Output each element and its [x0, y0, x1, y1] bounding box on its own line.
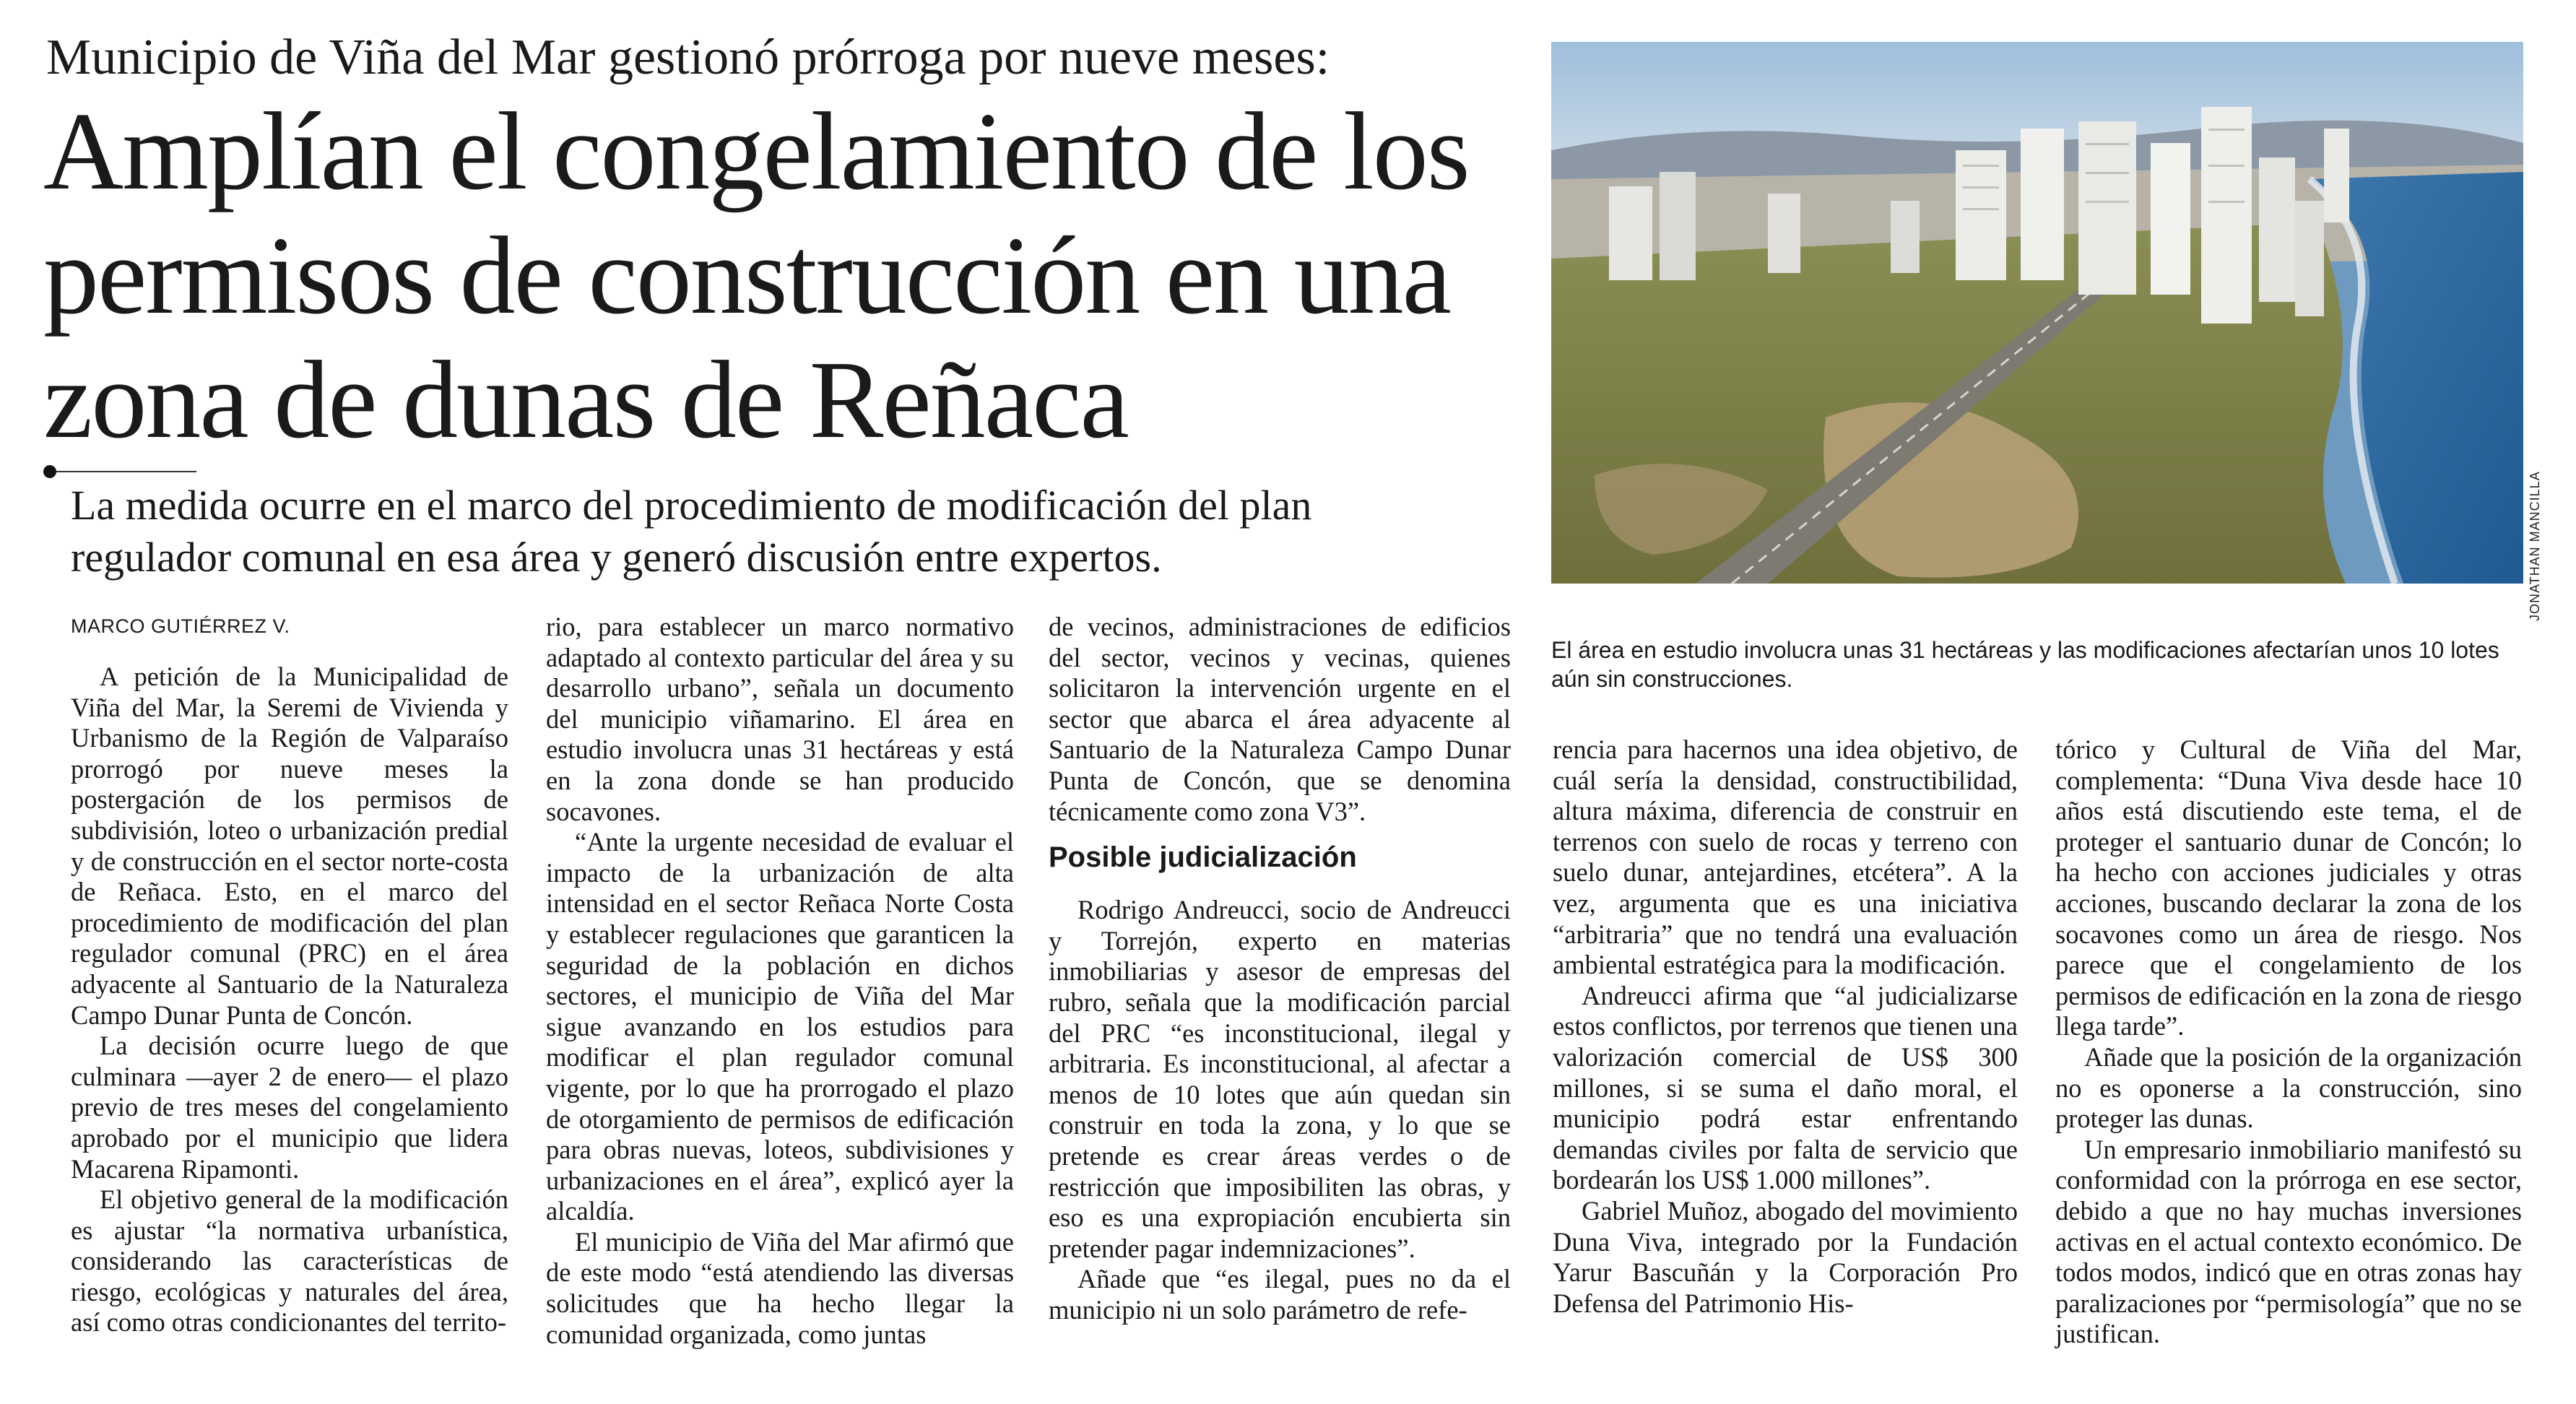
- body-paragraph: Un empresario inmobiliario manifestó su conformidad con la prórroga en ese sector, debido a que no hay muchas inversiones activas en el actual contexto económico. De todos modos, indicó que en otras zonas hay paralizaciones por “permisología” que no se justifican.: [2055, 1134, 2522, 1349]
- body-paragraph: Andreucci afirma que “al judicializarse estos conflictos, por terrenos que tienen una valorización comercial de US$ 300 millones, si se suma el daño moral, el municipio podrá estar enfrentando demandas civiles por falta de servicio que bordearán los US$ 1.000 millones”.: [1553, 980, 2018, 1195]
- body-paragraph: El objetivo general de la modificación es ajustar “la normativa urbanística, considerando las características de riesgo, ecológicas y naturales del área, así como otras condicionantes del territo-: [71, 1184, 508, 1338]
- body-paragraph: rio, para establecer un marco normativo adaptado al contexto particular del área y su desarrollo urbano”, señala un documento del municipio viñamarino. El área en estudio involucra unas 31 hectáreas y está en la zona donde se han producido socavones.: [546, 612, 1014, 826]
- headline-line: zona de dunas de Reñaca: [43, 339, 1128, 462]
- body-paragraph: “Ante la urgente necesidad de evaluar el impacto de la urbanización de alta intensidad en el sector Reñaca Norte Costa y establecer regulaciones que garanticen la seguridad de la población en dichos sectores, el municipio de Viña del Mar sigue avanzando en los estudios para modificar el plan regulador comunal vigente, por lo que ha prorrogado el plazo de otorgamiento de permisos de edificación para obras nuevas, loteos, subdivisiones y urbanizaciones en el área”, explicó ayer la alcaldía.: [546, 827, 1014, 1226]
- body-paragraph: Gabriel Muñoz, abogado del movimiento Duna Viva, integrado por la Fundación Yarur Bascuñán y la Corporación Pro Defensa del Patrimonio His-: [1553, 1195, 2018, 1318]
- deck-rule: [45, 471, 196, 472]
- body-column-4: [1553, 734, 2018, 1319]
- section-subhead: Posible judicialización: [1049, 841, 1357, 874]
- body-paragraph: El municipio de Viña del Mar afirmó que de este modo “está atendiendo las diversas solicitudes que ha hecho llegar la comunidad organizada, como juntas: [546, 1226, 1014, 1349]
- article-deck: [71, 480, 1515, 584]
- aerial-photo-illustration: [1551, 42, 2523, 584]
- body-column-2: [546, 612, 1014, 1350]
- body-column-1: [71, 662, 508, 1338]
- deck-line: La medida ocurre en el marco del procedimiento de modificación del plan: [71, 482, 1312, 529]
- body-paragraph: Añade que la posición de la organización no es oponerse a la construcción, sino proteger las dunas.: [2055, 1041, 2522, 1134]
- body-paragraph: rencia para hacernos una idea objetivo, de cuál sería la densidad, constructibilidad, altura máxima, diferencia de construir en terrenos con suelo de rocas y terreno con suelo dunar, antejardines, etcétera”. A la vez, argumenta que es una iniciativa “arbitraria” que no tendrá una evaluación ambiental estratégica para la modificación.: [1553, 734, 2018, 980]
- body-paragraph: Rodrigo Andreucci, socio de Andreucci y Torrejón, experto en materias inmobiliarias y asesor de empresas del rubro, señala que la modificación parcial del PRC “es inconstitucional, ilegal y arbitraria. Es inconstitucional, al afectar a menos de 10 lotes que aún quedan sin construir en toda la zona, y lo que se pretende es crear áreas verdes o de restricción que imposibiliten las obras, y eso es una expropiación encubierta sin pretender pagar indemnizaciones”.: [1049, 895, 1511, 1263]
- aerial-photo: [1551, 42, 2523, 584]
- headline-line: permisos de construcción en una: [43, 214, 1450, 337]
- body-paragraph: de vecinos, administraciones de edificios del sector, vecinos y vecinas, quienes solicitaron la intervención urgente en el sector que abarca el área adyacente al Santuario de la Naturaleza Campo Dunar Punta de Concón, que se denomina técnicamente como zona V3”.: [1049, 612, 1511, 826]
- article-kicker: Municipio de Viña del Mar gestionó prórroga por nueve meses:: [46, 30, 1330, 85]
- photo-caption: El área en estudio involucra unas 31 hectáreas y las modificaciones afectarían unos 10 lotes aún sin construcciones.: [1551, 637, 2499, 692]
- body-paragraph: La decisión ocurre luego de que culminara —ayer 2 de enero— el plazo previo de tres meses del congelamiento aprobado por el municipio que lidera Macarena Ripamonti.: [71, 1031, 508, 1184]
- body-paragraph: tórico y Cultural de Viña del Mar, complementa: “Duna Viva desde hace 10 años está discutiendo este tema, el de proteger el santuario dunar de Concón; lo ha hecho con acciones judiciales y otras acciones, buscando declarar la zona de los socavones como un área de riesgo. Nos parece que el congelamiento de los permisos de edificación en la zona de riesgo llega tarde”.: [2055, 734, 2522, 1041]
- headline-line: Amplían el congelamiento de los: [43, 90, 1469, 213]
- byline: MARCO GUTIÉRREZ V.: [71, 615, 290, 637]
- body-paragraph: Añade que “es ilegal, pues no da el municipio ni un solo parámetro de refe-: [1049, 1264, 1511, 1325]
- body-column-3: [1049, 612, 1511, 1325]
- body-paragraph: A petición de la Municipalidad de Viña del Mar, la Seremi de Vivienda y Urbanismo de la Región de Valparaíso prorrogó por nueve meses la postergación de los permisos de subdivisión, loteo o urbanización predial y de construcción en el sector norte-costa de Reñaca. Esto, en el marco del procedimiento de modificación del plan regulador comunal (PRC) en el área adyacente al Santuario de la Naturaleza Campo Dunar Punta de Concón.: [71, 662, 508, 1030]
- deck-rule-dot: [43, 465, 56, 478]
- deck-line: regulador comunal en esa área y generó discusión entre expertos.: [71, 534, 1162, 581]
- body-column-5: [2055, 734, 2522, 1350]
- photo-credit: JONATHAN MANCILLA: [2528, 471, 2542, 621]
- article-headline: [43, 90, 1531, 462]
